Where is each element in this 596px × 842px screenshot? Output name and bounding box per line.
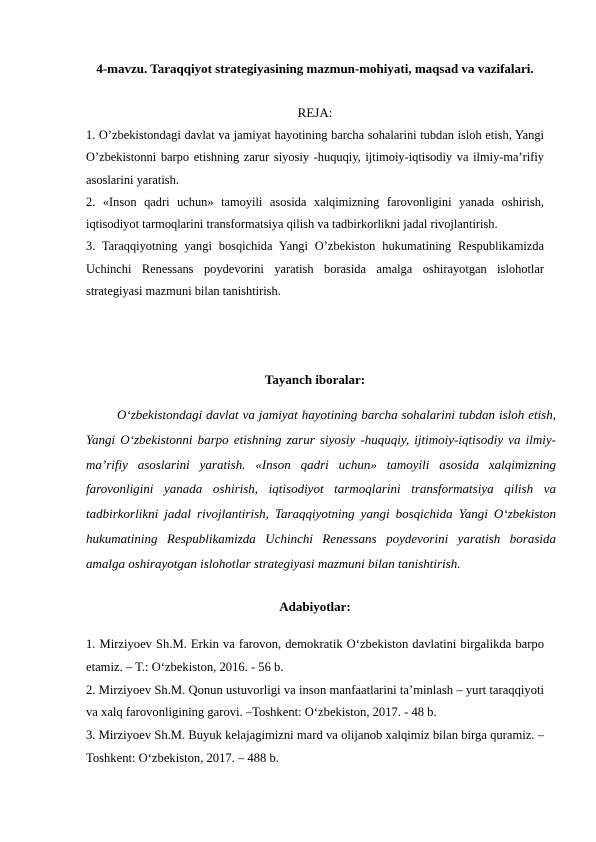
plan-heading: REJA: <box>297 105 333 120</box>
key-terms-paragraph: O‘zbekistondagi davlat va jamiyat hayotining barcha sohalarini tubdan isloh etish, Yangi O‘zbekistonni barpo etishning zarur siyosiy -huquqiy, ijtimoiy-iqtisodiy va ilmiy-ma’rifiy asoslarini yaratish. «Inson qadri uchun» tamoyili asosida xalqimizning farovonligini yanada oshirish, iqtisodiyot tarmoqlarini transformatsiya qilish va tadbirkorlikni jadal rivojlantirish, Taraqqiyotning yangi bosqichida Yangi O‘zbekiston hukumatining Respublikamizda Uchinchi Renessans poydevorini yaratish borasida amalga oshirayotgan islohotlar strategiyasi mazmuni bilan tanishtirish. <box>86 407 556 571</box>
reference-item: 2. Mirziyoev Sh.M. Qonun ustuvorligi va inson manfaatlarini ta’minlash – yurt taraqqiyoti va xalq farovonligining garovi. –Toshkent: O‘zbekiston, 2017. - 48 b. <box>86 682 544 720</box>
key-terms-heading: Tayanch iboralar: <box>264 372 366 387</box>
plan-list <box>86 124 544 302</box>
plan-item: 3. Taraqqiyotning yangi bosqichida Yangi O’zbekiston hukumatining Respublikamizda Uchinchi Renessans poydevorini yaratish borasida amalga oshirayotgan islohotlar strategiyasi mazmuni bilan tanishtirish. <box>86 239 544 299</box>
reference-item: 3. Mirziyoev Sh.M. Buyuk kelajagimizni mard va olijanob xalqimiz bilan birga quramiz. – Toshkent: O‘zbekiston, 2017. – 488 b. <box>86 728 544 765</box>
references-heading: Adabiyotlar: <box>279 599 351 614</box>
references-list <box>86 633 544 770</box>
reference-item: 1. Mirziyoev Sh.M. Erkin va farovon, demokratik O‘zbekiston davlatini birgalikda barpo etamiz. – T.: O‘zbekiston, 2016. - 56 b. <box>86 637 544 674</box>
plan-item: 2. «Inson qadri uchun» tamoyili asosida xalqimizning farovonligini yanada oshirish, iqtisodiyot tarmoqlarini transformatsiya qilish va tadbirkorlikni jadal rivojlantirish. <box>86 194 544 232</box>
page-title: 4-mavzu. Taraqqiyot strategiyasining mazmun-mohiyati, maqsad va vazifalari. <box>96 61 534 76</box>
plan-item: 1. O’zbekistondagi davlat va jamiyat hayotining barcha sohalarini tubdan isloh etish, Yangi O’zbekistonni barpo etishning zarur siyosiy -huquqiy, ijtimoiy-iqtisodiy va ilmiy-ma’rifiy asoslarini yaratish. <box>86 128 544 187</box>
